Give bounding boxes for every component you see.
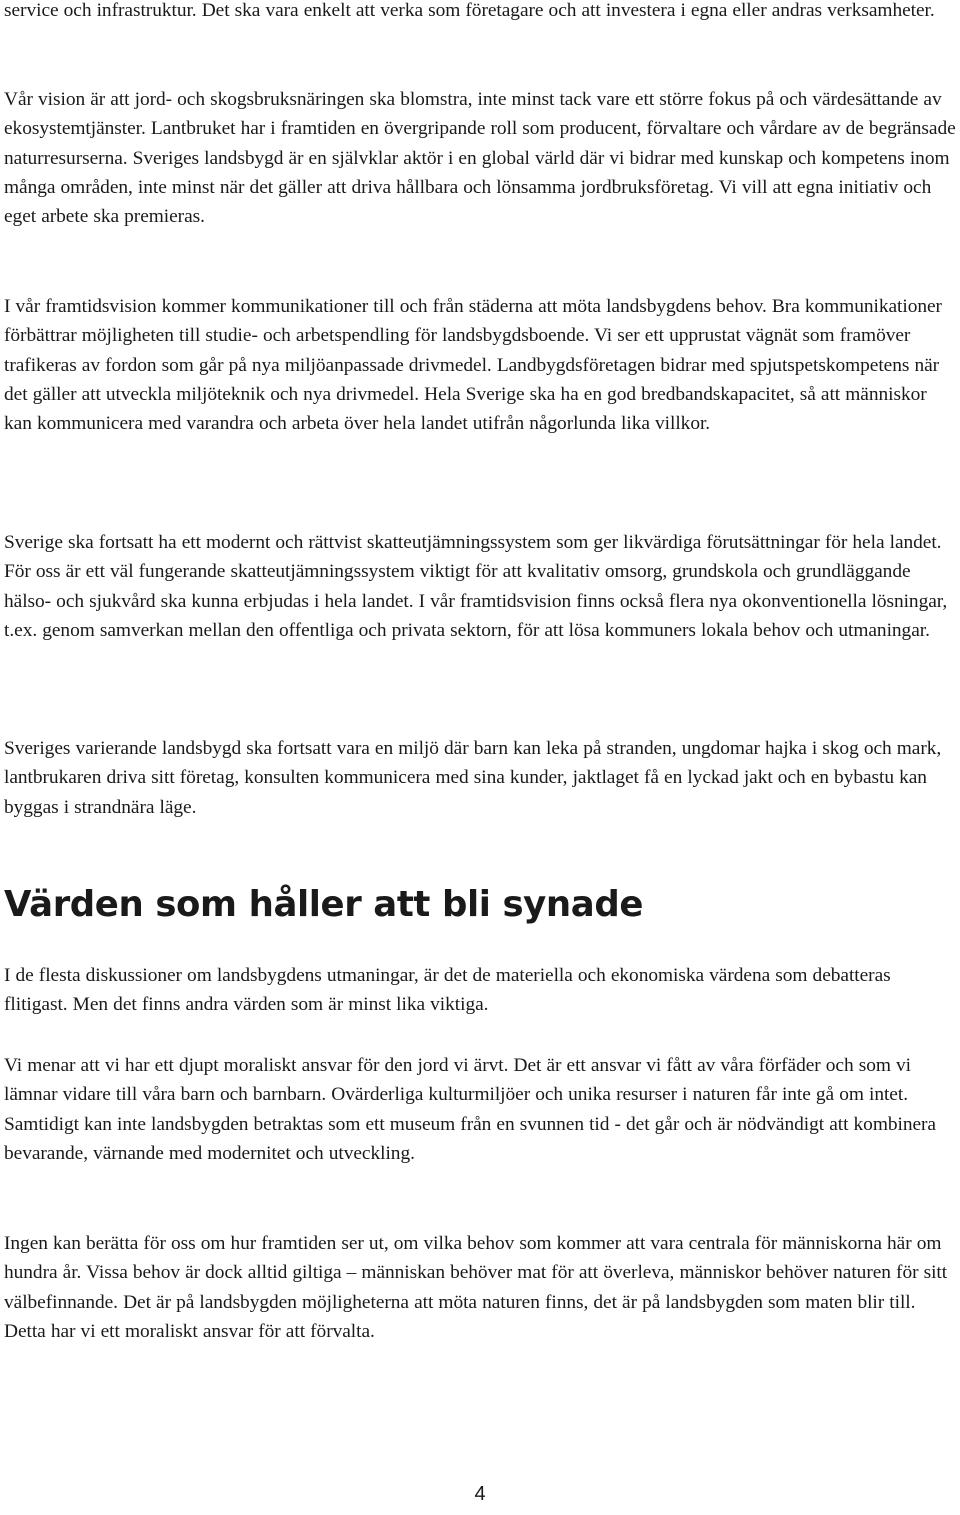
paragraph-communications: I vår framtidsvision kommer kommunikationer till och från städerna att möta landsbygdens behov. Bra kommunikationer förbättrar möjligheten till studie- och arbetspendling för landsbygdsboende. Vi ser ett upprustat vägnät som framöver trafikeras av fordon som går på nya miljöanpassade drivmedel. Landbygdsföretagen bidrar med spjutspetskompetens när det gäller att utveckla miljöteknik och nya drivmedel. Hela Sverige ska ha en god bredbandskapacitet, så att människor kan kommunicera med varandra och arbeta över hela landet utifrån någorlunda lika villkor.	[4, 296, 942, 435]
paragraph-values-intro: I de flesta diskussioner om landsbygdens utmaningar, är det de materiella och ekonomiska värdena som debatteras flitigast. Men det finns andra värden som är minst lika viktiga.	[4, 965, 891, 1016]
page-number: 4	[474, 1483, 486, 1505]
paragraph-moral-responsibility: Vi menar att vi har ett djupt moraliskt ansvar för den jord vi ärvt. Det är ett ansvar vi fått av våra förfäder och som vi lämnar vidare till våra barn och barnbarn. Ovärderliga kulturmiljöer och unika resurser i naturen får inte gå om intet. Samtidigt kan inte landsbygden betraktas som ett museum från en svunnen tid - det går och är nödvändigt att kombinera bevarande, värnande med modernitet och utveckling.	[4, 1055, 936, 1164]
paragraph-tax-equalization: Sverige ska fortsatt ha ett modernt och rättvist skatteutjämningssystem som ger likvärdiga förutsättningar för hela landet. För oss är ett väl fungerande skatteutjämningssystem viktigt för att kvalitativ omsorg, grundskola och grundläggande hälso- och sjukvård ska kunna erbjudas i hela landet. I vår framtidsvision finns också flera nya okonventionella lösningar, t.ex. genom samverkan mellan den offentliga och privata sektorn, för att lösa kommuners lokala behov och utmaningar.	[4, 532, 948, 641]
paragraph-infrastructure: service och infrastruktur. Det ska vara enkelt att verka som företagare och att investera i egna eller andras verksamheter.	[4, 0, 935, 21]
paragraph-vision-agriculture: Vår vision är att jord- och skogsbruksnäringen ska blomstra, inte minst tack vare ett större fokus på och värdesättande av ekosystemtjänster. Lantbruket har i framtiden en övergripande roll som producent, förvaltare och vårdare av de begränsade naturresurserna. Sveriges landsbygd är en självklar aktör i en global värld där vi bidrar med kunskap och kompetens inom många områden, inte minst när det gäller att driva hållbara och lönsamma jordbruksföretag. Vi vill att egna initiativ och eget arbete ska premieras.	[4, 89, 956, 228]
paragraph-varied-countryside: Sveriges varierande landsbygd ska fortsatt vara en miljö där barn kan leka på stranden, ungdomar hajka i skog och mark, lantbrukaren driva sitt företag, konsulten kommunicera med sina kunder, jaktlaget få en lyckad jakt och en bybastu kan byggas i strandnära läge.	[4, 738, 942, 818]
paragraph-future-needs: Ingen kan berätta för oss om hur framtiden ser ut, om vilka behov som kommer att vara centrala för människorna här om hundra år. Vissa behov är dock alltid giltiga – människan behöver mat för att överleva, människor behöver naturen för sitt välbefinnande. Det är på landsbygden möjligheterna att möta naturen finns, det är på landsbygden som maten blir till. Detta har vi ett moraliskt ansvar för att förvalta.	[4, 1233, 948, 1342]
section-heading: Värden som håller att bli synade	[4, 884, 644, 925]
